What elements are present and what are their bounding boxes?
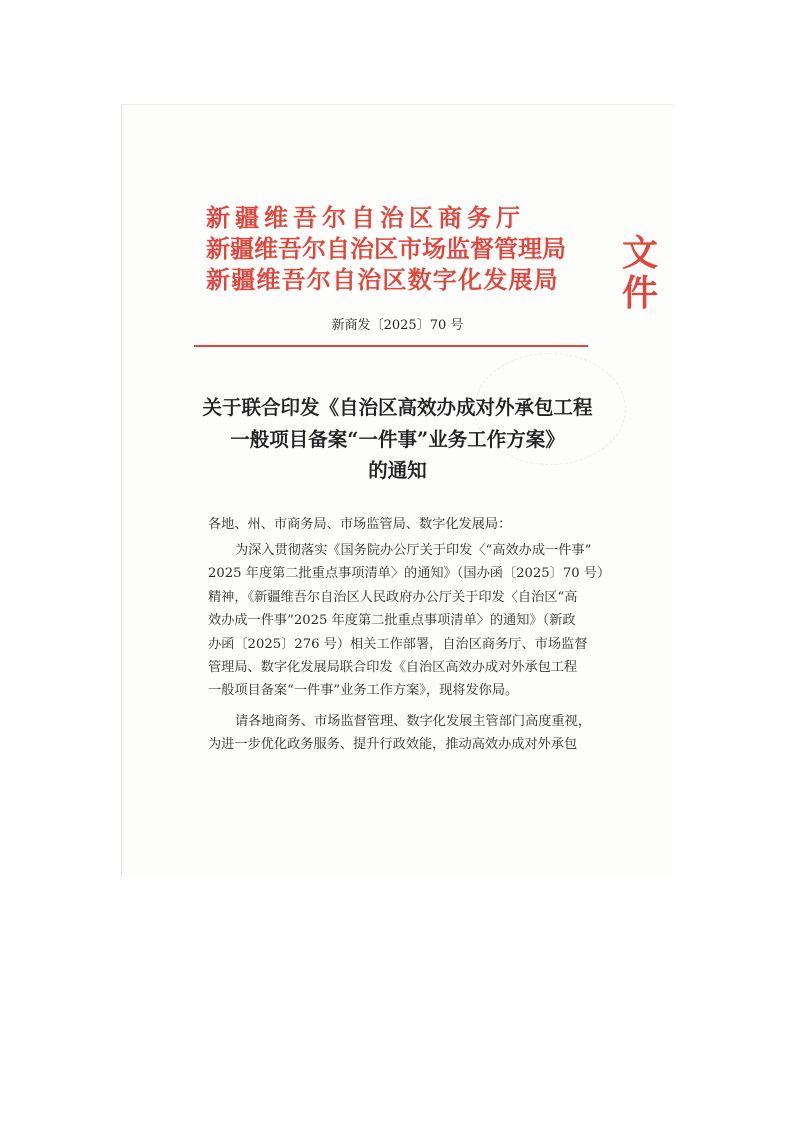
red-divider-line (194, 345, 588, 347)
document-number: 新商发〔2025〕70 号 (331, 318, 464, 333)
salutation (208, 513, 613, 536)
issuer-digital-development-bureau: 新疆维吾尔自治区数字化发展局 (206, 265, 559, 294)
paragraph-1-line: 效办成一件事”2025 年度第二批重点事项清单〉的通知》（新政 (208, 613, 576, 629)
title-line-1: 关于联合印发《自治区高效办成对外承包工程 (202, 396, 593, 419)
issuer-commerce-department: 新疆维吾尔自治区商务厅 (206, 203, 525, 232)
paragraph-1-line: 2025 年度第二批重点事项清单〉的通知》（国办函〔2025〕70 号） (208, 566, 611, 582)
salutation-text: 各地、州、市商务局、市场监管局、数字化发展局： (208, 517, 512, 532)
paragraph-1-line: 办函〔2025〕276 号）相关工作部署，自治区商务厅、市场监督 (208, 636, 588, 652)
issuer-market-supervision-bureau: 新疆维吾尔自治区市场监督管理局 (206, 234, 566, 263)
paragraph-1-line: 为深入贯彻落实《国务院办公厅关于印发〈“高效办成一件事” (235, 543, 592, 558)
paragraph-2-line: 为进一步优化政务服务、提升行政效能，推动高效办成对外承包 (208, 737, 578, 753)
paragraph-1 (208, 539, 613, 703)
document-page (121, 104, 673, 877)
document-word: 文件 (622, 232, 661, 314)
paragraph-1-line: 精神，《新疆维吾尔自治区人民政府办公厅关于印发〈自治区“高 (208, 589, 578, 605)
title-line-2: 一般项目备案“一件事”业务工作方案》 (230, 428, 565, 451)
title-line-3: 的通知 (368, 459, 427, 482)
paragraph-1-line: 一般项目备案“一件事”业务工作方案》，现将发你局。 (208, 683, 519, 699)
paragraph-1-line: 管理局、数字化发展局联合印发《自治区高效办成对外承包工程 (208, 660, 578, 676)
paragraph-2 (208, 710, 613, 757)
paragraph-2-line: 请各地商务、市场监督管理、数字化发展主管部门高度重视， (235, 714, 592, 729)
